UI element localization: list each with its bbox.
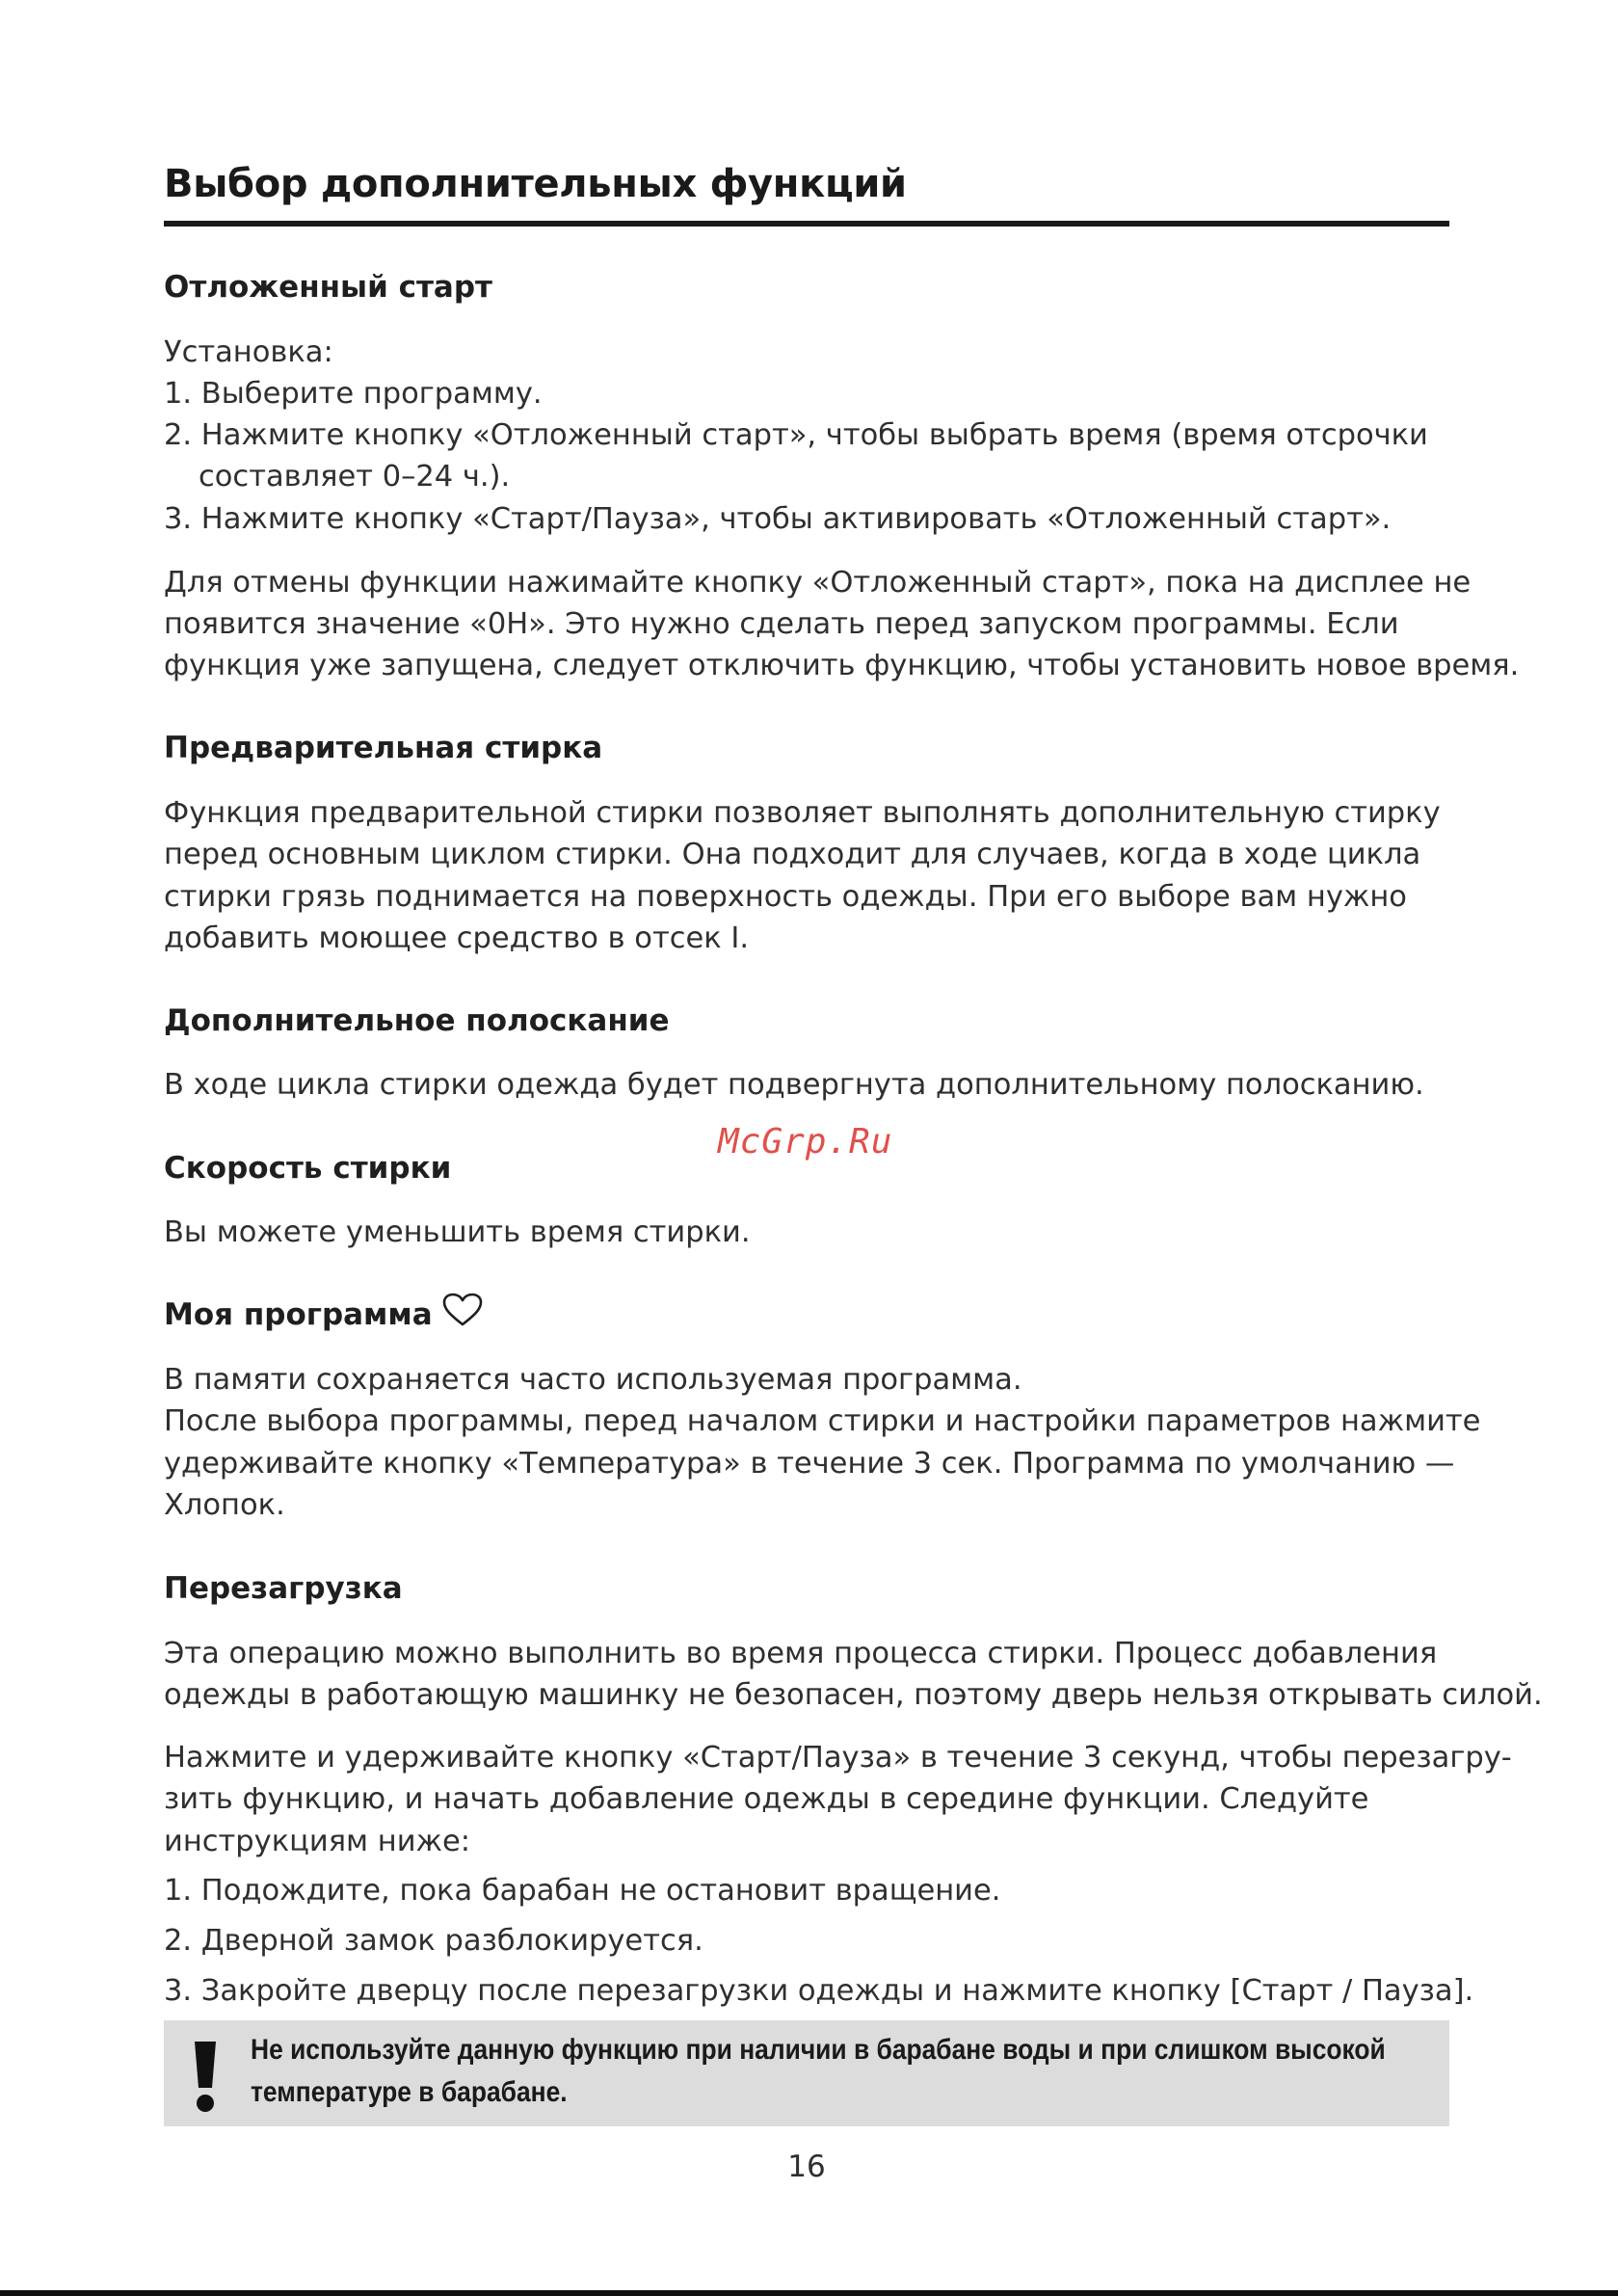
list-item: 3. Закройте дверцу после перезагрузки одежды и нажмите кнопку [Старт / Пауза]. — [164, 1974, 1474, 2008]
paragraph-line: Хлопок. — [164, 1488, 285, 1522]
paragraph-line: перед основным циклом стирки. Она подходит для случаев, когда в ходе цикла — [164, 838, 1421, 871]
section-heading-my-program — [164, 1297, 483, 1335]
section-heading-label: Моя программа — [164, 1297, 433, 1332]
list-item-continuation: составляет 0–24 ч.). — [199, 460, 511, 494]
page-number: 16 — [787, 2149, 826, 2184]
paragraph-line: удерживайте кнопку «Температура» в течение 3 сек. Программа по умолчанию — — [164, 1447, 1455, 1481]
paragraph-line: В ходе цикла стирки одежда будет подвергнута дополнительному полосканию. — [164, 1068, 1424, 1102]
page-title: Выбор дополнительных функций — [164, 162, 907, 206]
section-heading-extra-rinse: Дополнительное полоскание — [164, 1003, 670, 1038]
paragraph-line: После выбора программы, перед началом стирки и настройки параметров нажмите — [164, 1404, 1481, 1438]
bottom-edge-bar — [0, 2290, 1618, 2296]
paragraph-line: стирки грязь поднимается на поверхность одежды. При его выборе вам нужно — [164, 880, 1407, 914]
section-heading-delayed-start: Отложенный старт — [164, 270, 492, 305]
title-divider — [164, 221, 1449, 227]
section-heading-reload: Перезагрузка — [164, 1571, 403, 1606]
paragraph-line: Установка: — [164, 335, 333, 369]
paragraph-line: появится значение «0Н». Это нужно сделать перед запуском программы. Если — [164, 607, 1399, 641]
section-heading-wash-speed: Скорость стирки — [164, 1151, 452, 1186]
list-item: 2. Нажмите кнопку «Отложенный старт», чтобы выбрать время (время отсрочки — [164, 418, 1428, 452]
warning-text-line: температуре в барабане. — [251, 2076, 568, 2108]
paragraph-line: Функция предварительной стирки позволяет выполнять дополнительную стирку — [164, 796, 1441, 830]
warning-text-line: Не используйте данную функцию при наличии в барабане воды и при слишком высокой — [251, 2034, 1386, 2066]
paragraph-line: функция уже запущена, следует отключить функцию, чтобы установить новое время. — [164, 649, 1520, 682]
section-heading-prewash: Предварительная стирка — [164, 731, 603, 765]
paragraph-line: В памяти сохраняется часто используемая программа. — [164, 1363, 1022, 1397]
paragraph-line: добавить моющее средство в отсек I. — [164, 921, 750, 955]
list-item: 1. Подождите, пока барабан не остановит вращение. — [164, 1874, 1001, 1908]
paragraph-line: Эта операцию можно выполнить во время процесса стирки. Процесс добавления — [164, 1637, 1438, 1670]
paragraph-line: зить функцию, и начать добавление одежды в середине функции. Следуйте — [164, 1782, 1369, 1816]
paragraph-line: инструкциям ниже: — [164, 1825, 471, 1858]
list-item: 2. Дверной замок разблокируется. — [164, 1924, 703, 1958]
heart-icon — [442, 1293, 483, 1335]
watermark: McGrp.Ru — [718, 1122, 893, 1161]
paragraph-line: одежды в работающую машинку не безопасен, поэтому дверь нельзя открывать силой. — [164, 1678, 1543, 1712]
paragraph-line: Вы можете уменьшить время стирки. — [164, 1215, 751, 1249]
paragraph-line: Нажмите и удерживайте кнопку «Старт/Пауза» в течение 3 секунд, чтобы перезагру- — [164, 1741, 1512, 1775]
warning-box — [164, 2020, 1449, 2126]
list-item: 3. Нажмите кнопку «Старт/Пауза», чтобы активировать «Отложенный старт». — [164, 502, 1392, 536]
list-item: 1. Выберите программу. — [164, 377, 543, 411]
exclamation-icon — [191, 2040, 220, 2113]
paragraph-line: Для отмены функции нажимайте кнопку «Отложенный старт», пока на дисплее не — [164, 566, 1472, 600]
